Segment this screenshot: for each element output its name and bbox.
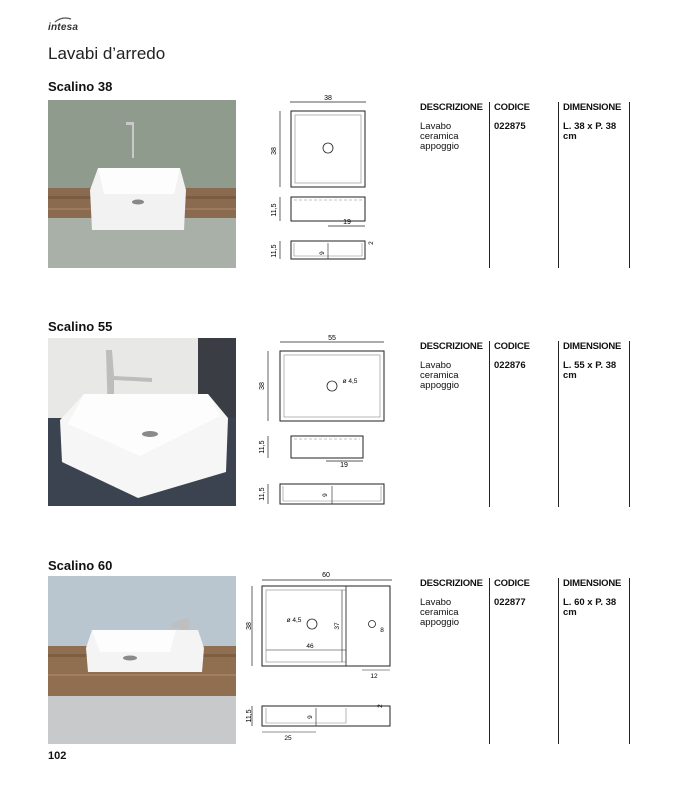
brand-logo: intesa xyxy=(48,22,79,33)
inner-depth-label: 37 xyxy=(334,622,341,630)
inner-label: 9 xyxy=(307,715,314,719)
descrizione-header: DESCRIZIONE xyxy=(420,578,483,589)
codice-column xyxy=(494,102,559,268)
descrizione-column xyxy=(420,578,490,744)
codice-header: CODICE xyxy=(494,102,530,113)
dimensione-column xyxy=(563,341,630,507)
descrizione-column xyxy=(420,102,490,268)
product-photo xyxy=(48,576,236,744)
hole-label: ø 4,5 xyxy=(342,378,358,385)
height-label: 11,5 xyxy=(259,440,266,454)
dimensione-value: L. 60 x P. 38 cm xyxy=(563,597,617,618)
inner-label: 9 xyxy=(322,493,329,497)
dimensione-column xyxy=(563,102,630,268)
base-label: 19 xyxy=(343,219,351,226)
dimensione-header: DIMENSIONE xyxy=(563,102,622,113)
descrizione-column xyxy=(420,341,490,507)
spec-table xyxy=(420,102,630,268)
technical-drawing xyxy=(250,93,390,268)
base-label: 19 xyxy=(340,462,348,469)
height2-label: 11,5 xyxy=(271,244,278,258)
codice-column xyxy=(494,341,559,507)
descrizione-header: DESCRIZIONE xyxy=(420,341,483,352)
product-photo xyxy=(48,338,236,506)
codice-value: 022876 xyxy=(494,360,526,371)
height2-label: 11,5 xyxy=(259,487,266,501)
descrizione-header: DESCRIZIONE xyxy=(420,102,483,113)
spec-table xyxy=(420,341,630,507)
codice-column xyxy=(494,578,559,744)
codice-header: CODICE xyxy=(494,341,530,352)
width-label: 60 xyxy=(322,572,330,579)
product-name: Scalino 55 xyxy=(48,319,113,334)
base-label: 25 xyxy=(284,735,292,742)
rim-label: 2 xyxy=(377,704,384,708)
width-label: 38 xyxy=(324,95,332,102)
hole-label: ø 4,5 xyxy=(286,617,302,624)
technical-drawing xyxy=(246,570,390,745)
bowl-label: 46 xyxy=(306,643,314,650)
page-title: Lavabi d’arredo xyxy=(48,44,166,63)
page-number: 102 xyxy=(48,750,67,762)
depth-label: 38 xyxy=(246,622,253,630)
codice-value: 022877 xyxy=(494,597,526,608)
product-photo xyxy=(48,100,236,268)
product-name: Scalino 38 xyxy=(48,79,113,94)
dimensione-header: DIMENSIONE xyxy=(563,578,622,589)
depth-label: 38 xyxy=(271,147,278,155)
height-label: 11,5 xyxy=(246,709,253,723)
descrizione-value: Lavabo ceramica appoggio xyxy=(420,121,460,152)
product-name: Scalino 60 xyxy=(48,558,113,573)
width-label: 55 xyxy=(328,335,336,342)
codice-value: 022875 xyxy=(494,121,526,132)
spec-table xyxy=(420,578,630,744)
dimensione-value: L. 38 x P. 38 cm xyxy=(563,121,617,142)
dimensione-column xyxy=(563,578,630,744)
descrizione-value: Lavabo ceramica appoggio xyxy=(420,360,460,391)
shelf-label: 12 xyxy=(370,673,378,680)
codice-header: CODICE xyxy=(494,578,530,589)
height-label: 11,5 xyxy=(271,203,278,217)
rim-label: 2 xyxy=(368,241,375,245)
tap-label: 8 xyxy=(380,627,384,634)
depth-label: 38 xyxy=(259,382,266,390)
dimensione-value: L. 55 x P. 38 cm xyxy=(563,360,617,381)
descrizione-value: Lavabo ceramica appoggio xyxy=(420,597,460,628)
inner-label: 9 xyxy=(319,251,326,255)
dimensione-header: DIMENSIONE xyxy=(563,341,622,352)
technical-drawing xyxy=(250,333,390,508)
